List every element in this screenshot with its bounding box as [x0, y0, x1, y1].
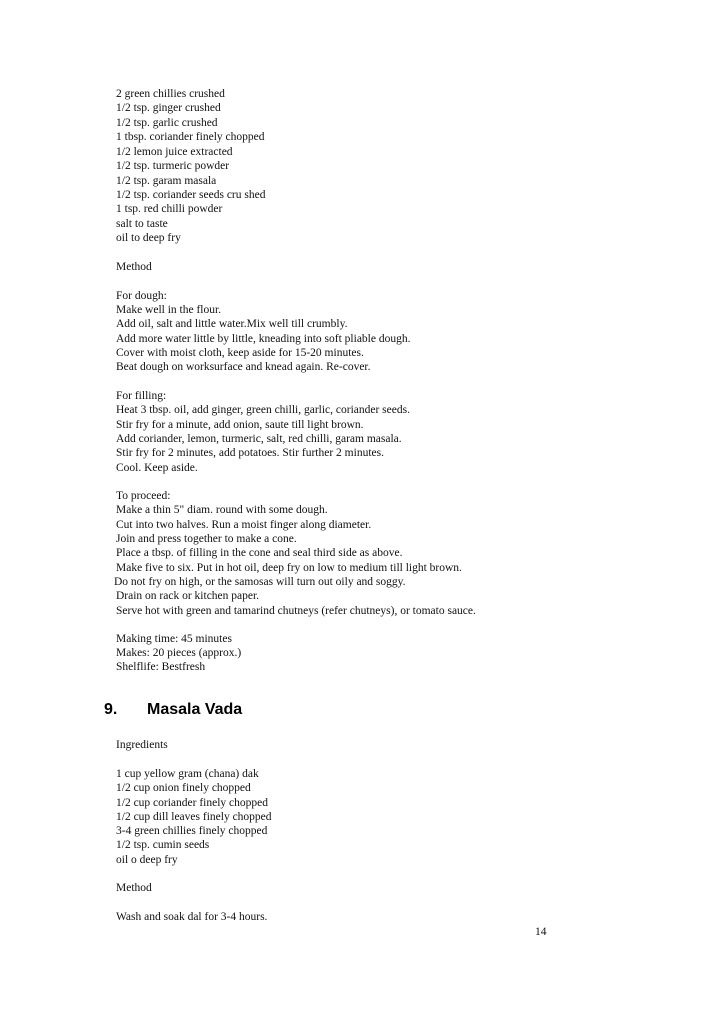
ingredient-line: 2 green chillies crushed	[116, 88, 225, 100]
dough-title: For dough:	[116, 290, 167, 302]
method-line: Add coriander, lemon, turmeric, salt, red chilli, garam masala.	[116, 433, 402, 445]
ingredient-line: 1/2 tsp. ginger crushed	[116, 102, 221, 114]
method-line: Stir fry for 2 minutes, add potatoes. Stir further 2 minutes.	[116, 447, 384, 459]
method-line: Stir fry for a minute, add onion, saute till light brown.	[116, 419, 364, 431]
ingredient-line: 1/2 tsp. coriander seeds cru shed	[116, 189, 266, 201]
filling-title: For filling:	[116, 390, 167, 402]
making-time: Making time: 45 minutes	[116, 633, 232, 645]
section-number: 9.	[104, 701, 118, 718]
method-line: Drain on rack or kitchen paper.	[116, 590, 260, 602]
method-line: Beat dough on worksurface and knead again. Re-cover.	[116, 361, 371, 373]
ingredient-line: 1 tsp. red chilli powder	[116, 203, 223, 215]
method-label: Method	[116, 882, 152, 894]
ingredient-line: 1 cup yellow gram (chana) dak	[116, 768, 259, 780]
ingredient-line: 1/2 cup coriander finely chopped	[116, 797, 268, 809]
method-line: Cool. Keep aside.	[116, 462, 198, 474]
method-line: Make a thin 5" diam. round with some dough.	[116, 504, 328, 516]
page-number: 14	[535, 926, 547, 938]
method-line: Place a tbsp. of filling in the cone and seal third side as above.	[116, 547, 403, 559]
ingredient-line: oil to deep fry	[116, 232, 181, 244]
method-line: Make well in the flour.	[116, 304, 222, 316]
proceed-title: To proceed:	[116, 490, 171, 502]
method-line: Cut into two halves. Run a moist finger along diameter.	[116, 519, 372, 531]
ingredient-line: 1/2 cup onion finely chopped	[116, 782, 251, 794]
method-line: Add more water little by little, kneading into soft pliable dough.	[116, 333, 411, 345]
makes-count: Makes: 20 pieces (approx.)	[116, 647, 242, 659]
ingredient-line: 1/2 tsp. cumin seeds	[116, 839, 210, 851]
ingredient-line: 1/2 cup dill leaves finely chopped	[116, 811, 272, 823]
method-line: Join and press together to make a cone.	[116, 533, 297, 545]
method-line: Serve hot with green and tamarind chutneys (refer chutneys), or tomato sauce.	[116, 605, 476, 617]
method-line: Add oil, salt and little water.Mix well till crumbly.	[116, 318, 348, 330]
ingredient-line: 1/2 lemon juice extracted	[116, 146, 233, 158]
ingredient-line: oil o deep fry	[116, 854, 178, 866]
ingredient-line: 3-4 green chillies finely chopped	[116, 825, 268, 837]
ingredient-line: 1/2 tsp. garam masala	[116, 175, 217, 187]
method-line: Wash and soak dal for 3-4 hours.	[116, 911, 268, 923]
method-label: Method	[116, 261, 152, 273]
ingredient-line: salt to taste	[116, 218, 168, 230]
section-title: Masala Vada	[147, 701, 243, 718]
method-line: Make five to six. Put in hot oil, deep fry on low to medium till light brown.	[116, 562, 462, 574]
ingredient-line: 1/2 tsp. turmeric powder	[116, 160, 230, 172]
ingredient-line: 1/2 tsp. garlic crushed	[116, 117, 218, 129]
shelflife: Shelflife: Bestfresh	[116, 661, 206, 673]
method-line: Heat 3 tbsp. oil, add ginger, green chilli, garlic, coriander seeds.	[116, 404, 410, 416]
ingredient-line: 1 tbsp. coriander finely chopped	[116, 131, 265, 143]
method-line: Do not fry on high, or the samosas will turn out oily and soggy.	[114, 576, 406, 588]
ingredients-label: Ingredients	[116, 739, 168, 751]
method-line: Cover with moist cloth, keep aside for 15-20 minutes.	[116, 347, 364, 359]
